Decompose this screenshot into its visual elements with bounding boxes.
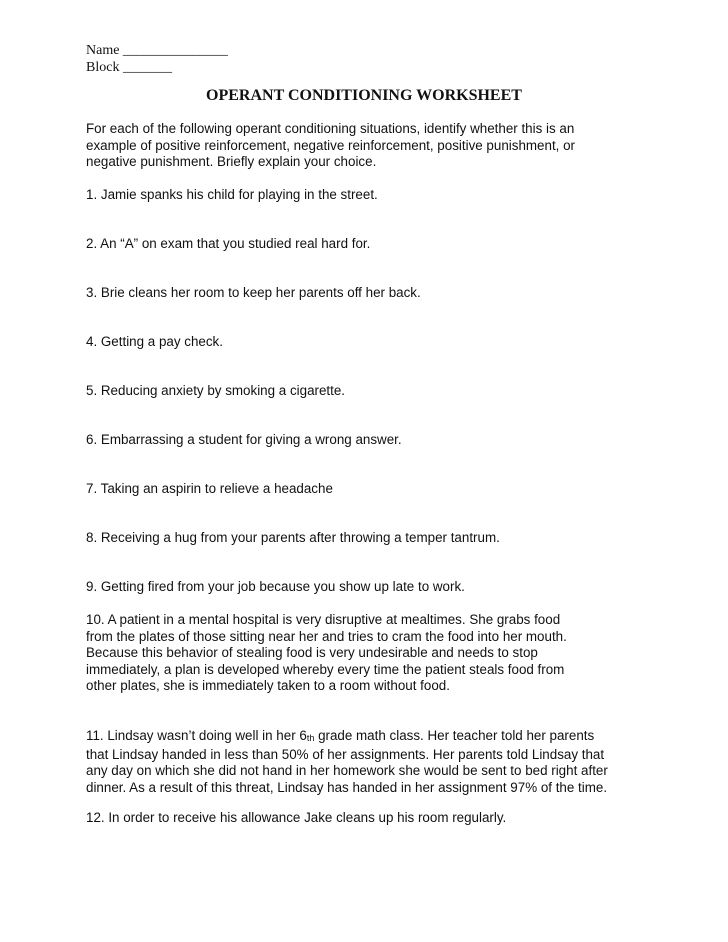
question-2: 2. An “A” on exam that you studied real hard for. <box>86 236 371 251</box>
question-11-start: 11. Lindsay wasn’t doing well in her 6 <box>86 728 307 743</box>
question-11-rest: grade math class. Her teacher told her parents that Lindsay handed in less than 50% of her assignments. Her parents told Lindsay that any day on which she did not hand in her homework she would be sent to bed right after dinner. As a result of this threat, Lindsay has handed in her assignment 97% of the time. <box>86 728 608 795</box>
question-12: 12. In order to receive his allowance Jake cleans up his room regularly. <box>86 810 507 825</box>
question-7: 7. Taking an aspirin to relieve a headache <box>86 481 333 496</box>
question-10: 10. A patient in a mental hospital is very disruptive at mealtimes. She grabs food from the plates of those sitting near her and tries to cram the food into her mouth. Because this behavior of stealing food is very undesirable and needs to stop immediately, a plan is developed whereby every time the patient steals food from other plates, she is immediately taken to a room without food. <box>86 612 567 694</box>
question-3: 3. Brie cleans her room to keep her parents off her back. <box>86 285 421 300</box>
question-4: 4. Getting a pay check. <box>86 334 223 349</box>
question-9: 9. Getting fired from your job because you show up late to work. <box>86 579 465 594</box>
question-11-ordinal: th <box>306 733 315 743</box>
question-11 <box>86 728 686 796</box>
worksheet-title: OPERANT CONDITIONING WORKSHEET <box>206 87 522 104</box>
question-8: 8. Receiving a hug from your parents after throwing a temper tantrum. <box>86 530 500 545</box>
question-6: 6. Embarrassing a student for giving a wrong answer. <box>86 432 402 447</box>
block-field-line: Block _______ <box>86 60 172 75</box>
name-field-line: Name _______________ <box>86 43 228 58</box>
question-5: 5. Reducing anxiety by smoking a cigarette. <box>86 383 346 398</box>
instructions: For each of the following operant conditioning situations, identify whether this is an example of positive reinforcement, negative reinforcement, positive punishment, or negative punishment. Briefly explain your choice. <box>86 121 576 170</box>
question-1: 1. Jamie spanks his child for playing in the street. <box>86 187 378 202</box>
